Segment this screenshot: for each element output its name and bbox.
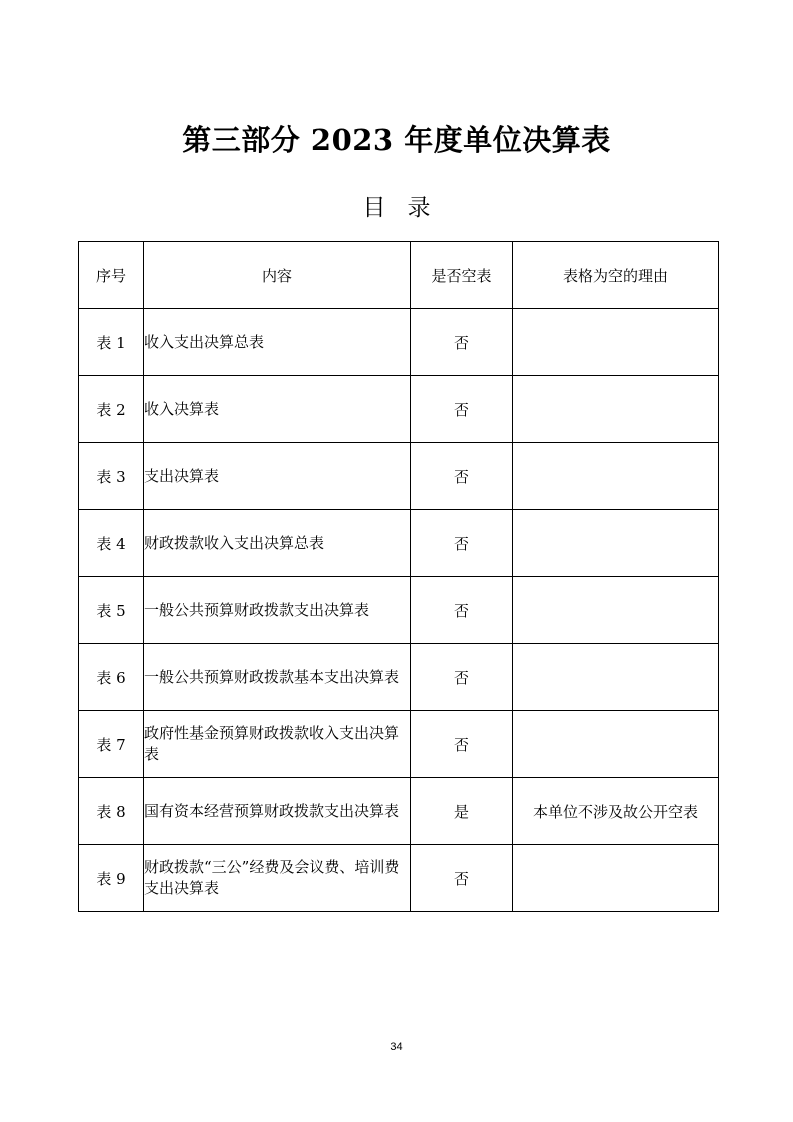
row-content: 收入支出决算总表 bbox=[144, 309, 411, 376]
row-content: 国有资本经营预算财政拨款支出决算表 bbox=[144, 778, 411, 845]
row-reason bbox=[513, 510, 719, 577]
row-reason bbox=[513, 376, 719, 443]
header-content: 内容 bbox=[144, 242, 411, 309]
row-reason: 本单位不涉及故公开空表 bbox=[513, 778, 719, 845]
row-content: 收入决算表 bbox=[144, 376, 411, 443]
table-row bbox=[79, 711, 719, 778]
page-title: 第三部分 2023 年度单位决算表 bbox=[182, 123, 611, 157]
row-seq: 表 2 bbox=[79, 376, 144, 443]
row-seq: 表 6 bbox=[79, 644, 144, 711]
row-content: 一般公共预算财政拨款支出决算表 bbox=[144, 577, 411, 644]
row-content: 一般公共预算财政拨款基本支出决算表 bbox=[144, 644, 411, 711]
page-number: 34 bbox=[390, 1041, 403, 1053]
row-is-empty: 否 bbox=[411, 443, 513, 510]
toc-table bbox=[78, 241, 719, 912]
table-row bbox=[79, 778, 719, 845]
table-row bbox=[79, 309, 719, 376]
header-is-empty: 是否空表 bbox=[411, 242, 513, 309]
row-reason bbox=[513, 309, 719, 376]
table-row bbox=[79, 376, 719, 443]
row-reason bbox=[513, 711, 719, 778]
row-seq: 表 1 bbox=[79, 309, 144, 376]
row-seq: 表 3 bbox=[79, 443, 144, 510]
row-content: 财政拨款“三公”经费及会议费、培训费支出决算表 bbox=[144, 845, 411, 912]
row-is-empty: 否 bbox=[411, 376, 513, 443]
row-is-empty: 否 bbox=[411, 510, 513, 577]
table-row bbox=[79, 845, 719, 912]
row-content: 政府性基金预算财政拨款收入支出决算表 bbox=[144, 711, 411, 778]
row-content: 支出决算表 bbox=[144, 443, 411, 510]
table-row bbox=[79, 443, 719, 510]
table-row bbox=[79, 577, 719, 644]
row-reason bbox=[513, 644, 719, 711]
row-is-empty: 否 bbox=[411, 309, 513, 376]
row-seq: 表 8 bbox=[79, 778, 144, 845]
row-seq: 表 5 bbox=[79, 577, 144, 644]
row-is-empty: 否 bbox=[411, 644, 513, 711]
table-row bbox=[79, 644, 719, 711]
row-is-empty: 否 bbox=[411, 577, 513, 644]
header-seq: 序号 bbox=[79, 242, 144, 309]
row-is-empty: 是 bbox=[411, 778, 513, 845]
row-seq: 表 7 bbox=[79, 711, 144, 778]
row-reason bbox=[513, 577, 719, 644]
row-content: 财政拨款收入支出决算总表 bbox=[144, 510, 411, 577]
row-is-empty: 否 bbox=[411, 711, 513, 778]
toc-heading: 目录 bbox=[362, 195, 453, 221]
header-reason: 表格为空的理由 bbox=[513, 242, 719, 309]
row-is-empty: 否 bbox=[411, 845, 513, 912]
row-seq: 表 9 bbox=[79, 845, 144, 912]
row-seq: 表 4 bbox=[79, 510, 144, 577]
row-reason bbox=[513, 443, 719, 510]
row-reason bbox=[513, 845, 719, 912]
table-header-row bbox=[79, 242, 719, 309]
table-row bbox=[79, 510, 719, 577]
